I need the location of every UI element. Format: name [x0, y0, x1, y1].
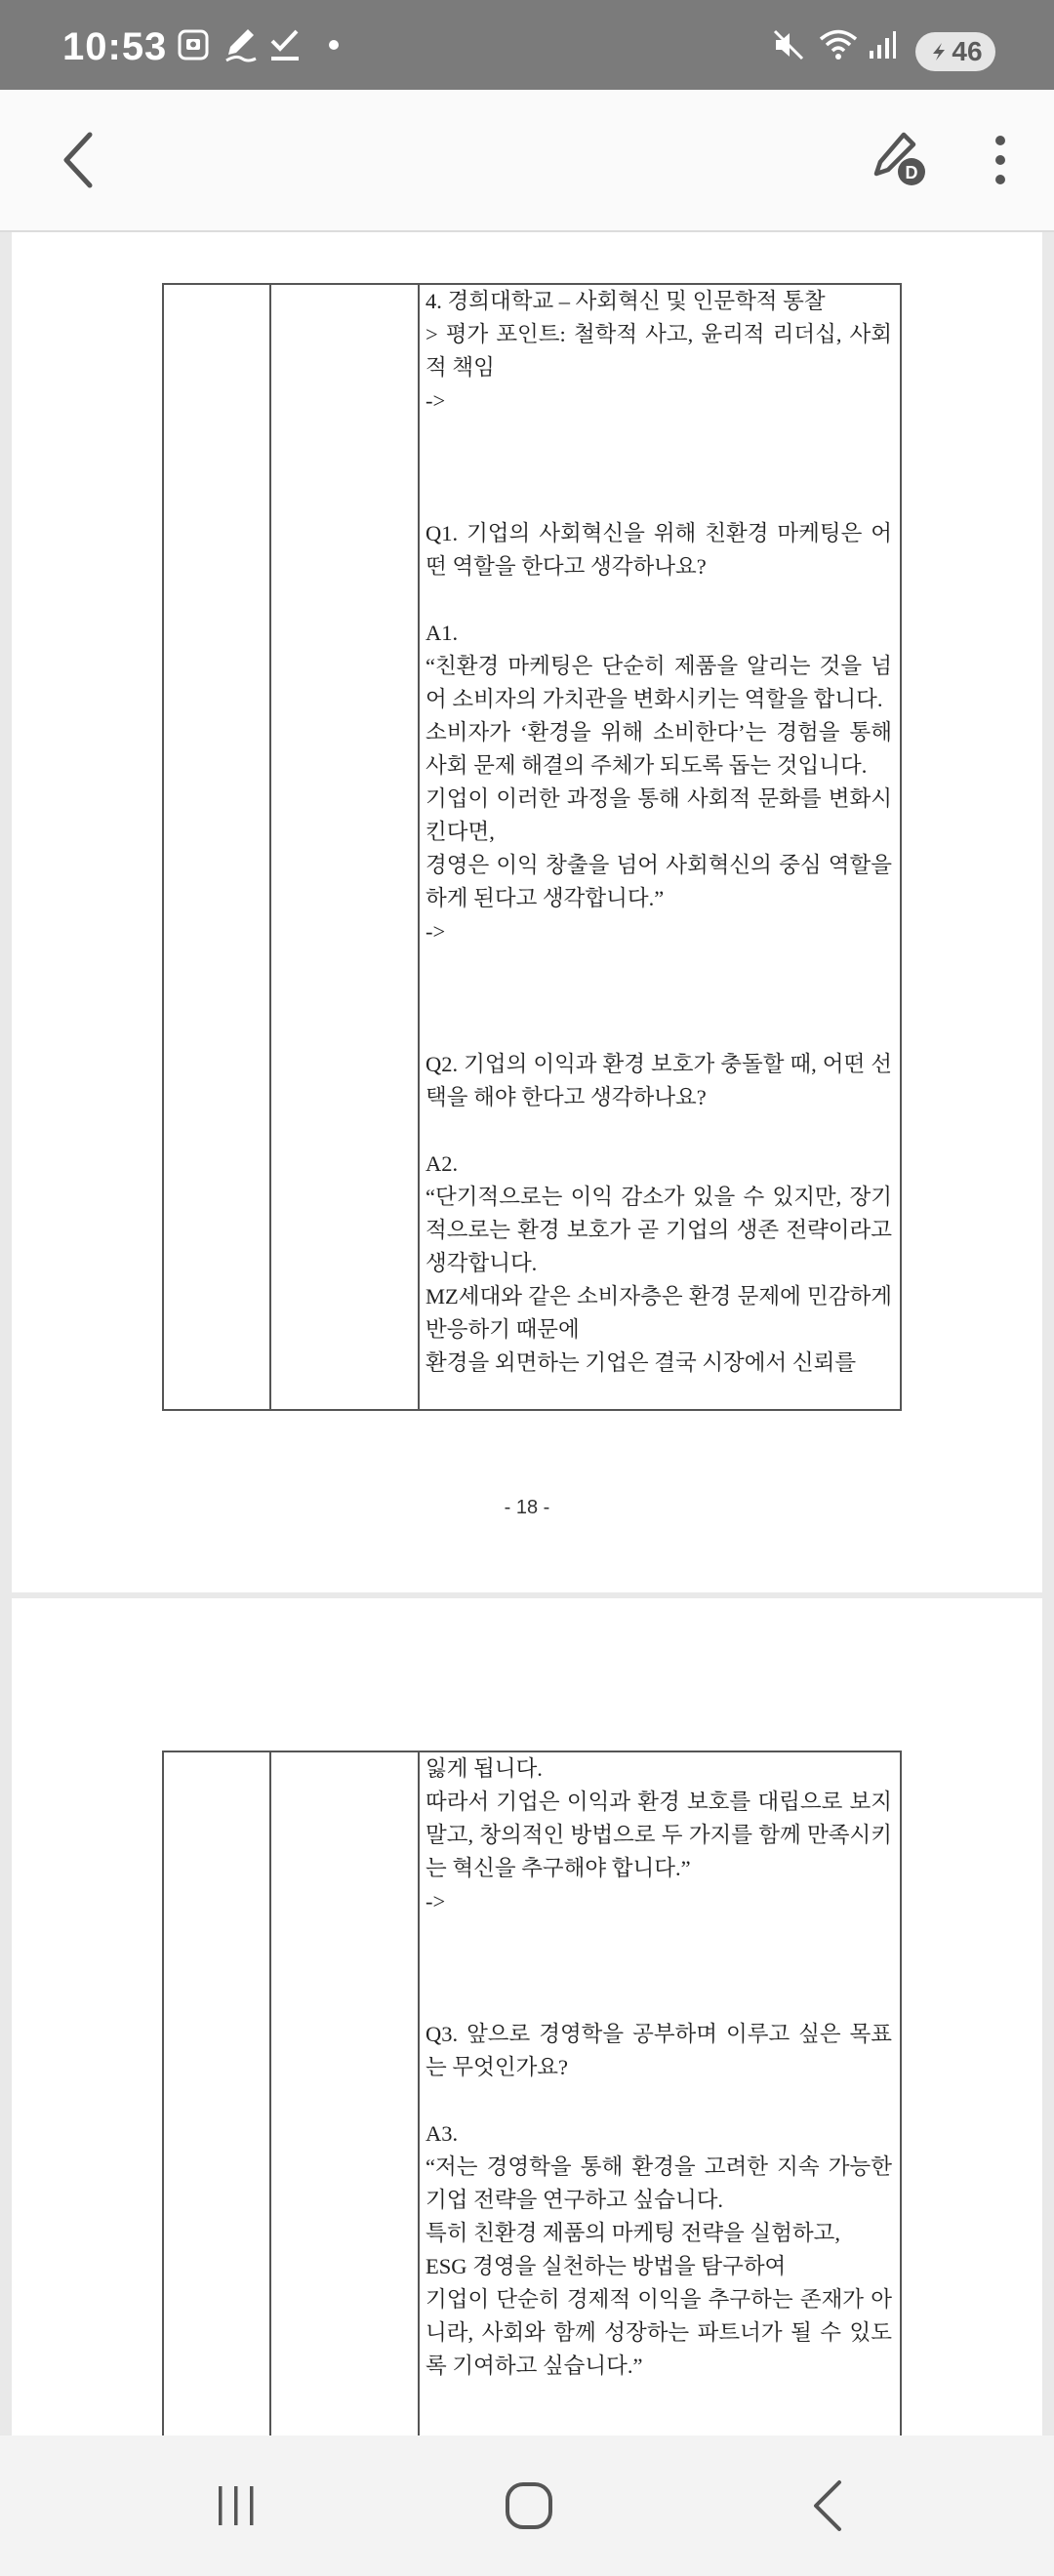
text-line [426, 584, 892, 617]
text-line [426, 1985, 892, 2018]
text-line: 기업이 이러한 과정을 통해 사회적 문화를 변화시킨다면, [426, 786, 892, 844]
text-line: 4. 경희대학교 – 사회혁신 및 인문학적 통찰 [426, 289, 826, 313]
text-line [426, 1015, 892, 1048]
text-line [426, 2084, 892, 2117]
battery-icon [915, 32, 995, 71]
text-line: 따라서 기업은 이익과 환경 보호를 대립으로 보지 말고, 창의적인 방법으로 두 가지를 함께 만족시키는 혁신을 추구해야 합니다.” [426, 1790, 898, 1880]
wifi-icon [816, 23, 861, 66]
text-line: -> [426, 919, 446, 944]
navigation-bar [0, 2435, 1054, 2576]
text-line [426, 1952, 892, 1985]
check-icon [267, 23, 303, 66]
text-line: ESG 경영을 실천하는 방법을 탐구하여 [426, 2254, 787, 2278]
battery-level: 46 [952, 36, 983, 66]
answer-table [162, 1751, 902, 2453]
more-vertical-icon[interactable] [966, 123, 1034, 197]
edit-pen-icon[interactable] [861, 123, 939, 197]
text-line [426, 418, 892, 451]
table-column-2 [269, 285, 420, 1409]
text-line: > 평가 포인트: 철학적 사고, 윤리적 리더십, 사회적 책임 [426, 322, 892, 380]
text-line: 기업이 단순히 경제적 이익을 추구하는 존재가 아니라, 사회와 함께 성장하는 파트너가 될 수 있도록 기여하고 싶습니다.” [426, 2287, 892, 2378]
text-line [426, 484, 892, 517]
text-line [426, 451, 892, 484]
back-arrow-icon[interactable] [39, 125, 117, 195]
text-line: Q1. 기업의 사회혁신을 위해 친환경 마케팅은 어떤 역할을 한다고 생각하나요? [426, 521, 892, 579]
text-line: A2. [426, 1151, 459, 1176]
document-page-18 [12, 232, 1042, 1592]
text-line: MZ세대와 같은 소비자층은 환경 문제에 민감하게 반응하기 때문에 [426, 1284, 898, 1342]
text-line: 환경을 외면하는 기업은 결국 시장에서 신뢰를 [426, 1350, 857, 1375]
table-column-2 [269, 1752, 420, 2453]
text-line [426, 982, 892, 1015]
status-bar [0, 0, 1054, 90]
text-line: -> [426, 1889, 446, 1913]
text-line: -> [426, 388, 446, 413]
screenshot-icon [174, 23, 213, 66]
text-line: A1. [426, 621, 459, 645]
text-line: 특히 친환경 제품의 마케팅 전략을 실험하고, [426, 2221, 840, 2245]
text-line: “저는 경영학을 통해 환경을 고려한 지속 가능한 기업 전략을 연구하고 싶습니다. [426, 2154, 898, 2212]
mute-icon [769, 23, 808, 66]
text-line: “친환경 마케팅은 단순히 제품을 알리는 것을 넘어 소비자의 가치관을 변화시키는 역할을 합니다. [426, 654, 892, 711]
text-line [426, 1918, 892, 1952]
text-line: “단기적으로는 이익 감소가 있을 수 있지만, 장기적으로는 환경 보호가 곧 기업의 생존 전략이라고 생각합니다. [426, 1185, 898, 1275]
app-bar [0, 90, 1054, 232]
table-column-1 [164, 1752, 271, 2453]
dot-icon [324, 23, 344, 66]
table-answer-cell [418, 285, 900, 1409]
pen-icon [221, 23, 260, 66]
signal-icon [865, 23, 900, 66]
text-line: A3. [426, 2121, 459, 2146]
home-icon[interactable] [470, 2435, 588, 2576]
edit-badge: D [905, 163, 918, 182]
recent-apps-icon[interactable] [178, 2435, 295, 2576]
text-line [426, 948, 892, 982]
text-line [426, 1114, 892, 1147]
table-answer-cell [418, 1752, 900, 2453]
page-number: - 18 - [504, 1497, 550, 1518]
text-line: 잃게 됩니다. [426, 1756, 543, 1781]
table-column-1 [164, 285, 271, 1409]
status-time: 10:53 [62, 25, 168, 68]
answer-table [162, 283, 902, 1411]
nav-back-icon[interactable] [769, 2435, 886, 2576]
text-line: 소비자가 ‘환경을 위해 소비한다’는 경험을 통해 사회 문제 해결의 주체가 되도록 돕는 것입니다. [426, 720, 898, 778]
text-line: Q2. 기업의 이익과 환경 보호가 충돌할 때, 어떤 선택을 해야 한다고 생각하나요? [426, 1052, 892, 1109]
document-page-19 [12, 1598, 1042, 2437]
text-line: 경영은 이익 창출을 넘어 사회혁신의 중심 역할을 하게 된다고 생각합니다.” [426, 853, 898, 910]
text-line: Q3. 앞으로 경영학을 공부하며 이루고 싶은 목표는 무엇인가요? [426, 2022, 892, 2079]
